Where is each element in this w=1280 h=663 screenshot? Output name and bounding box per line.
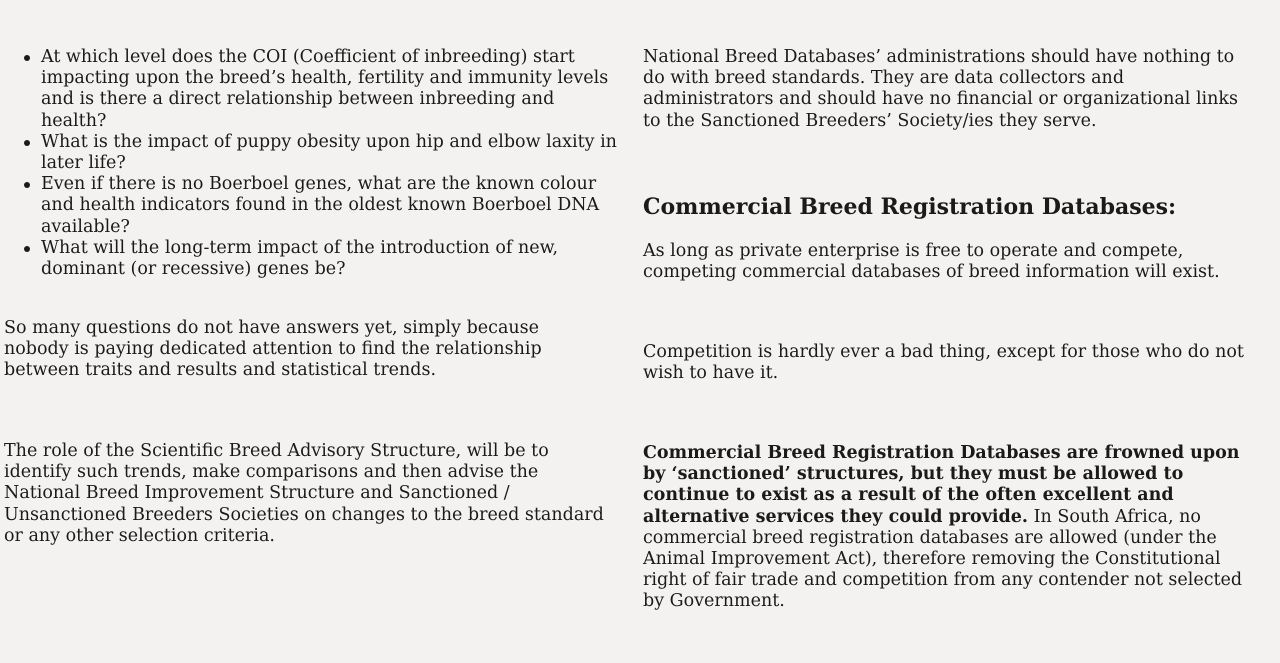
list-item-text: What is the impact of puppy obesity upon hip and elbow laxity in later life?	[41, 131, 617, 174]
national-databases-paragraph: National Breed Databases’ administrations should have nothing to do with breed standards. They are data collectors and administrators and should have no financial or organizational links to the Sanctioned Breeders’ Society/ies they serve.	[643, 47, 1238, 131]
section-heading: Commercial Breed Registration Databases:	[643, 194, 1177, 220]
advisory-structure-paragraph: The role of the Scientific Breed Advisory Structure, will be to identify such trends, make comparisons and then advise the National Breed Improvement Structure and Sanctioned / Unsanctioned Breeders Societies on changes to the breed standard or any other selection criteria.	[4, 441, 604, 546]
list-item	[4, 132, 620, 174]
bold-statement: Commercial Breed Registration Databases are frowned upon by ‘sanctioned’ structures, but they must be allowed to continue to exist as a result of the often excellent and alternative services they could provide.	[643, 443, 1240, 527]
list-item	[4, 47, 620, 132]
list-item	[4, 238, 620, 280]
list-item-text: At which level does the COI (Coefficient of inbreeding) start impacting upon the breed’s health, fertility and immunity levels and is there a direct relationship between inbreeding and health?	[41, 47, 609, 131]
bullet-icon	[24, 246, 30, 252]
list-item	[4, 174, 620, 238]
bullet-icon	[24, 55, 30, 61]
competition-paragraph: Competition is hardly ever a bad thing, except for those who do not wish to have it.	[643, 342, 1244, 384]
list-item-text: Even if there is no Boerboel genes, what are the known colour and health indicators found in the oldest known Boerboel DNA available?	[41, 174, 600, 237]
bullet-icon	[24, 182, 30, 188]
questions-paragraph: So many questions do not have answers yet, simply because nobody is paying dedicated attention to find the relationship between traits and results and statistical trends.	[4, 318, 542, 381]
south-africa-statement: In South Africa, no commercial breed registration databases are allowed (under the Animal Improvement Act), therefore removing the Constitutional right of fair trade and competition from any contender not selected by Government.	[643, 506, 1243, 612]
list-item-text: What will the long-term impact of the introduction of new, dominant (or recessive) genes be?	[41, 237, 559, 280]
commercial-databases-paragraph	[643, 443, 1255, 613]
private-enterprise-paragraph: As long as private enterprise is free to operate and compete, competing commercial databases of breed information will exist.	[643, 241, 1220, 283]
question-list	[4, 47, 620, 280]
bullet-icon	[24, 140, 30, 146]
